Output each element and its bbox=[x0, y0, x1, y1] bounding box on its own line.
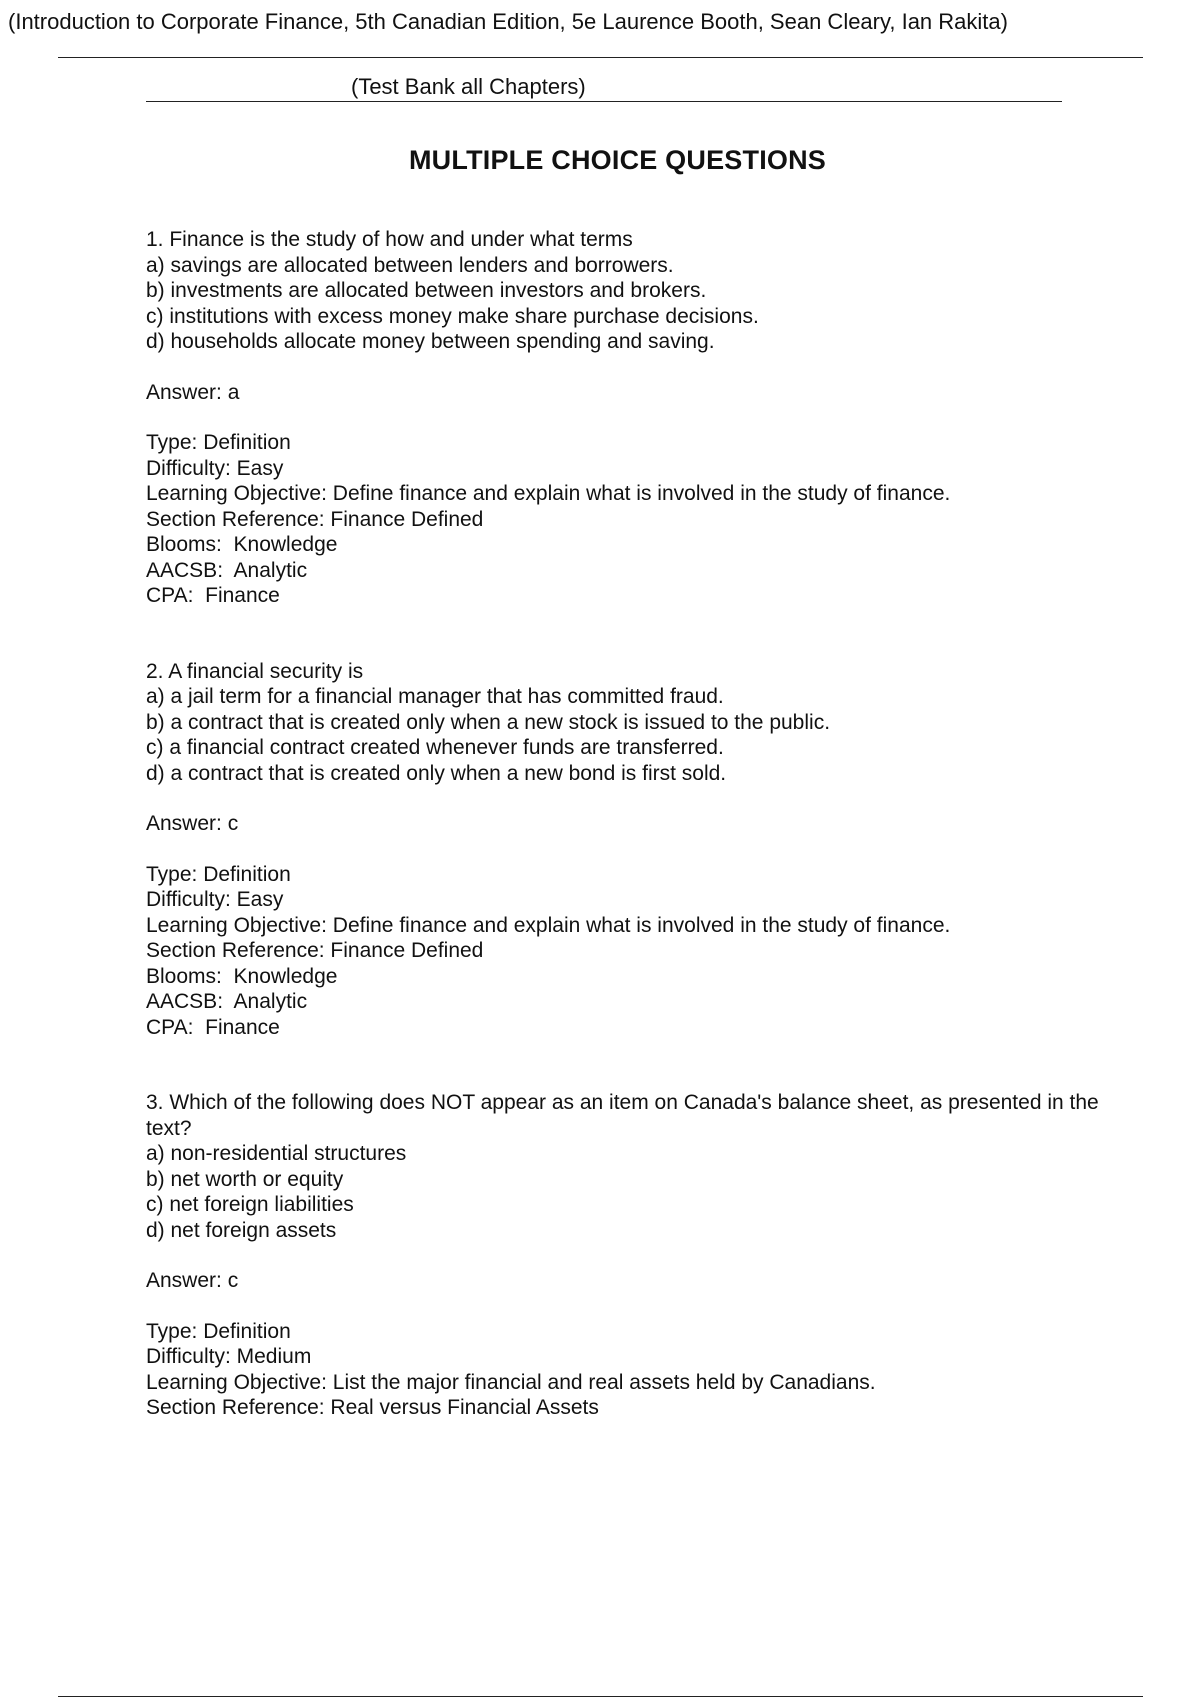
option-d: d) households allocate money between spending and saving. bbox=[146, 330, 715, 353]
meta-type: Type: Definition bbox=[146, 862, 291, 886]
meta-type: Type: Definition bbox=[146, 1319, 291, 1343]
question-stem: 3. Which of the following does NOT appear as an item on Canada's balance sheet, as presented in the text? bbox=[146, 1091, 1105, 1140]
option-b: b) net worth or equity bbox=[146, 1167, 344, 1191]
header-rule bbox=[58, 57, 1143, 58]
meta-cpa: CPA: Finance bbox=[146, 584, 280, 607]
section-heading: MULTIPLE CHOICE QUESTIONS bbox=[408, 145, 826, 175]
meta-learning-objective: Learning Objective: List the major financial and real assets held by Canadians. bbox=[146, 1370, 876, 1394]
meta-learning-objective: Learning Objective: Define finance and explain what is involved in the study of finance. bbox=[146, 482, 951, 505]
option-a: a) non-residential structures bbox=[146, 1142, 407, 1165]
meta-difficulty: Difficulty: Easy bbox=[146, 456, 284, 480]
meta-type: Type: Definition bbox=[146, 431, 291, 454]
answer: Answer: c bbox=[146, 1269, 239, 1292]
footer-rule bbox=[58, 1696, 1143, 1697]
option-c: c) net foreign liabilities bbox=[146, 1193, 354, 1216]
option-a: a) a jail term for a financial manager that has committed fraud. bbox=[146, 685, 724, 708]
meta-difficulty: Difficulty: Medium bbox=[146, 1345, 312, 1368]
meta-section-reference: Section Reference: Finance Defined bbox=[146, 507, 484, 531]
answer: Answer: c bbox=[146, 812, 239, 835]
meta-aacsb: AACSB: Analytic bbox=[146, 558, 308, 582]
meta-aacsb: AACSB: Analytic bbox=[146, 990, 308, 1013]
option-d: d) a contract that is created only when a new bond is first sold. bbox=[146, 761, 727, 785]
question-2 bbox=[146, 659, 1106, 1041]
question-stem: 1. Finance is the study of how and under what terms bbox=[146, 228, 633, 251]
document-subtitle: (Test Bank all Chapters) bbox=[351, 74, 586, 99]
option-b: b) investments are allocated between investors and brokers. bbox=[146, 279, 707, 302]
meta-difficulty: Difficulty: Easy bbox=[146, 888, 284, 911]
document-title: (Introduction to Corporate Finance, 5th Canadian Edition, 5e Laurence Booth, Sean Cleary, Ian Rakita) bbox=[8, 9, 1008, 34]
meta-blooms: Blooms: Knowledge bbox=[146, 964, 338, 988]
option-d: d) net foreign assets bbox=[146, 1218, 337, 1242]
option-c: c) a financial contract created whenever funds are transferred. bbox=[146, 736, 724, 759]
meta-section-reference: Section Reference: Finance Defined bbox=[146, 939, 484, 962]
question-list bbox=[146, 227, 1106, 1421]
subtitle-underline bbox=[146, 73, 1062, 102]
option-b: b) a contract that is created only when a new stock is issued to the public. bbox=[146, 710, 831, 734]
question-stem: 2. A financial security is bbox=[146, 659, 364, 683]
meta-blooms: Blooms: Knowledge bbox=[146, 533, 338, 556]
option-a: a) savings are allocated between lenders and borrowers. bbox=[146, 253, 674, 277]
option-c: c) institutions with excess money make share purchase decisions. bbox=[146, 304, 759, 328]
meta-learning-objective: Learning Objective: Define finance and explain what is involved in the study of finance. bbox=[146, 913, 951, 937]
question-3 bbox=[146, 1090, 1106, 1421]
answer: Answer: a bbox=[146, 380, 240, 404]
meta-cpa: CPA: Finance bbox=[146, 1015, 280, 1039]
question-1 bbox=[146, 227, 1106, 609]
meta-section-reference: Section Reference: Real versus Financial Assets bbox=[146, 1396, 599, 1419]
